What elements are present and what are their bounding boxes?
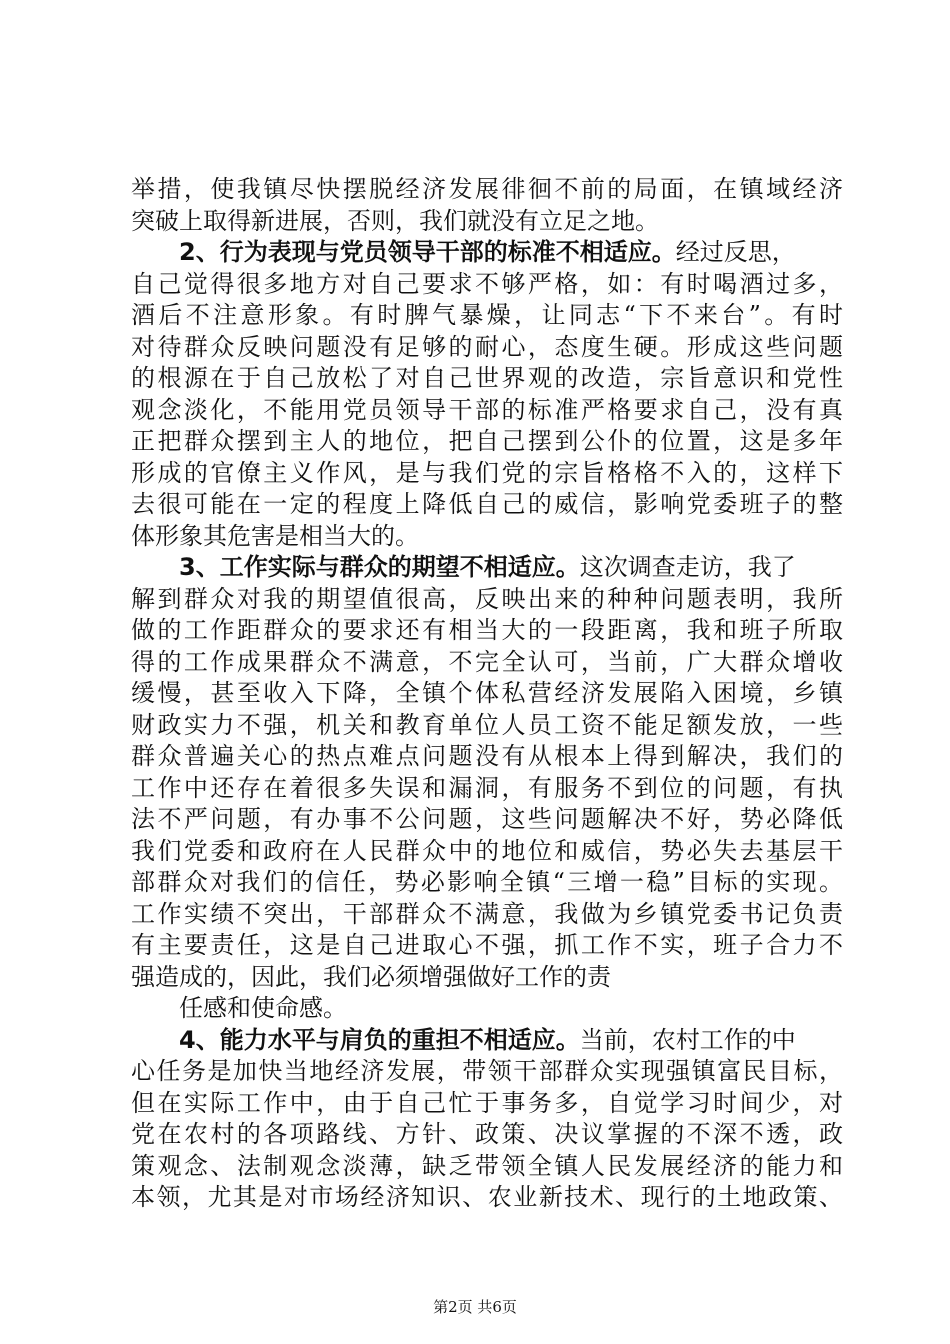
text-line: 党在农村的各项路线、方针、政策、决议掌握的不深不透，政 (131, 1120, 843, 1148)
text-line: 本领，尤其是对市场经济知识、农业新技术、现行的土地政策、 (131, 1183, 843, 1211)
text-line: 有主要责任，这是自己进取心不强，抓工作不实，班子合力不 (131, 931, 843, 959)
text-line: 缓慢，甚至收入下降，全镇个体私营经济发展陷入困境，乡镇 (131, 679, 843, 707)
text-line: 群众普遍关心的热点难点问题没有从根本上得到解决，我们的 (131, 742, 843, 770)
section-heading: 3、工作实际与群众的期望不相适应。 (179, 553, 580, 581)
text-line: 去很可能在一定的程度上降低自己的威信，影响党委班子的整 (131, 490, 843, 518)
text-line: 策观念、法制观念淡薄，缺乏带领全镇人民发展经济的能力和 (131, 1151, 843, 1180)
text-line: 自己觉得很多地方对自己要求不够严格，如：有时喝酒过多， (131, 269, 843, 298)
section-heading: 2、行为表现与党员领导干部的标准不相适应。 (179, 238, 676, 266)
paragraph-first-line (131, 552, 843, 584)
text-line: 做的工作距群众的要求还有相当大的一段距离，我和班子所取 (131, 616, 843, 644)
section-heading: 4、能力水平与肩负的重担不相适应。 (179, 1025, 580, 1054)
paragraph-first-line (131, 1025, 843, 1057)
document-body (131, 174, 843, 1214)
text-line: 举措，使我镇尽快摆脱经济发展徘徊不前的局面，在镇域经济 (131, 175, 843, 203)
text-run: 经过反思， (675, 238, 796, 266)
text-line: 工作中还存在着很多失误和漏洞，有服务不到位的问题，有执 (131, 773, 843, 802)
text-line: 工作实绩不突出，干部群众不满意，我做为乡镇党委书记负责 (131, 899, 843, 928)
text-line: 形成的官僚主义作风，是与我们党的宗旨格格不入的，这样下 (131, 458, 843, 487)
text-line: 财政实力不强，机关和教育单位人员工资不能足额发放，一些 (131, 710, 843, 739)
text-run: 这次调查走访，我了 (579, 553, 796, 581)
text-line: 酒后不注意形象。有时脾气暴燥，让同志“下不来台”。有时 (131, 301, 843, 329)
text-line: 正把群众摆到主人的地位，把自己摆到公仆的位置，这是多年 (131, 427, 843, 455)
text-run: 当前，农村工作的中 (579, 1025, 796, 1054)
text-line: 任感和使命感。 (179, 994, 347, 1022)
text-line: 部群众对我们的信任，势必影响全镇“三增一稳”目标的实现。 (131, 868, 843, 896)
text-line: 但在实际工作中，由于自己忙于事务多，自觉学习时间少，对 (131, 1088, 843, 1117)
text-line: 突破上取得新进展，否则，我们就没有立足之地。 (131, 206, 659, 235)
text-line: 我们党委和政府在人民群众中的地位和威信，势必失去基层干 (131, 836, 843, 865)
text-line: 强造成的，因此，我们必须增强做好工作的责 (131, 962, 611, 991)
text-line: 对待群众反映问题没有足够的耐心，态度生硬。形成这些问题 (131, 332, 843, 361)
text-line: 观念淡化，不能用党员领导干部的标准严格要求自己，没有真 (131, 395, 843, 424)
text-line: 解到群众对我的期望值很高，反映出来的种种问题表明，我所 (131, 584, 843, 613)
text-line: 体形象其危害是相当大的。 (131, 521, 419, 550)
text-line: 心任务是加快当地经济发展，带领干部群众实现强镇富民目标， (131, 1057, 843, 1085)
paragraph-first-line (131, 237, 843, 269)
text-line: 的根源在于自己放松了对自己世界观的改造，宗旨意识和党性 (131, 364, 843, 392)
page-footer: 第2页 共6页 (433, 1298, 517, 1316)
text-line: 得的工作成果群众不满意，不完全认可，当前，广大群众增收 (131, 647, 843, 676)
text-line: 法不严问题，有办事不公问题，这些问题解决不好，势必降低 (131, 805, 843, 833)
